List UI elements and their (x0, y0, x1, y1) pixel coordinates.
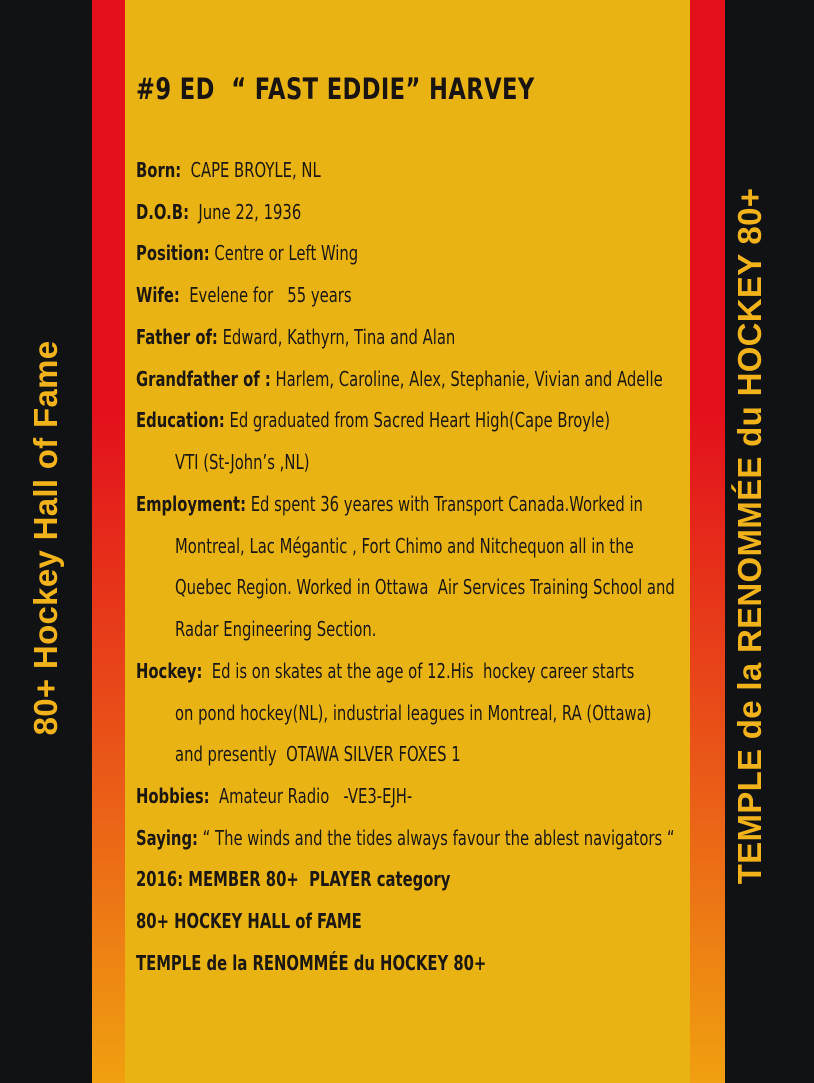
hockey-continuation-2: and presently OTAWA SILVER FOXES 1 (175, 742, 461, 766)
father-row (136, 324, 455, 350)
left-red-stripe (92, 0, 125, 1083)
employment-continuation-3: Radar Engineering Section. (175, 617, 377, 641)
hobbies-label: Hobbies: (136, 784, 210, 808)
employment-row (136, 491, 643, 517)
education-row (136, 407, 610, 433)
dob-row (136, 199, 301, 225)
education-label: Education: (136, 408, 225, 432)
wife-label: Wife: (136, 283, 180, 307)
hockey-continuation-1: on pond hockey(NL), industrial leagues in Montreal, RA (Ottawa) (175, 701, 652, 725)
saying-label: Saying: (136, 826, 198, 850)
saying-value: “ The winds and the tides always favour the ablest navigators “ (197, 826, 675, 850)
saying-row (136, 825, 675, 851)
right-red-stripe (690, 0, 725, 1083)
dob-label: D.O.B: (136, 200, 189, 224)
wife-value: Evelene for 55 years (179, 283, 352, 307)
hockey-value: Ed is on skates at the age of 12.His hockey career starts (202, 659, 635, 683)
employment-continuation-2: Quebec Region. Worked in Ottawa Air Services Training School and (175, 575, 675, 599)
employment-label: Employment: (136, 492, 247, 516)
hobbies-value: Amateur Radio -VE3-EJH- (209, 784, 413, 808)
born-value: CAPE BROYLE, NL (181, 158, 321, 182)
dob-value: June 22, 1936 (188, 200, 302, 224)
born-label: Born: (136, 158, 182, 182)
hobbies-row (136, 783, 412, 809)
hockey-label: Hockey: (136, 659, 203, 683)
father-value: Edward, Kathyrn, Tina and Alan (217, 325, 456, 349)
grandfather-value: Harlem, Caroline, Alex, Stephanie, Vivian and Adelle (270, 367, 663, 391)
position-row (136, 240, 358, 266)
father-label: Father of: (136, 325, 218, 349)
education-continuation: VTI (St-John’s ,NL) (175, 450, 310, 474)
grandfather-row (136, 366, 663, 392)
born-row (136, 157, 321, 183)
player-title: #9 ED “ FAST EDDIE” HARVEY (136, 72, 535, 106)
grandfather-label: Grandfather of : (136, 367, 271, 391)
side-text-left: 80+ Hockey Hall of Fame (27, 340, 64, 736)
footer-temple-line: TEMPLE de la RENOMMÉE du HOCKEY 80+ (136, 951, 487, 975)
footer-hall-of-fame-line: 80+ HOCKEY HALL of FAME (136, 909, 362, 933)
position-value: Centre or Left Wing (209, 241, 359, 265)
hockey-row (136, 658, 634, 684)
wife-row (136, 282, 352, 308)
employment-value: Ed spent 36 yeares with Transport Canada.Worked in (246, 492, 643, 516)
education-value: Ed graduated from Sacred Heart High(Cape Broyle) (224, 408, 611, 432)
footer-member-line: 2016: MEMBER 80+ PLAYER category (136, 867, 451, 891)
employment-continuation-1: Montreal, Lac Mégantic , Fort Chimo and Nitchequon all in the (175, 534, 634, 558)
position-label: Position: (136, 241, 210, 265)
side-text-right: TEMPLE de la RENOMMÉE du HOCKEY 80+ (731, 187, 768, 885)
